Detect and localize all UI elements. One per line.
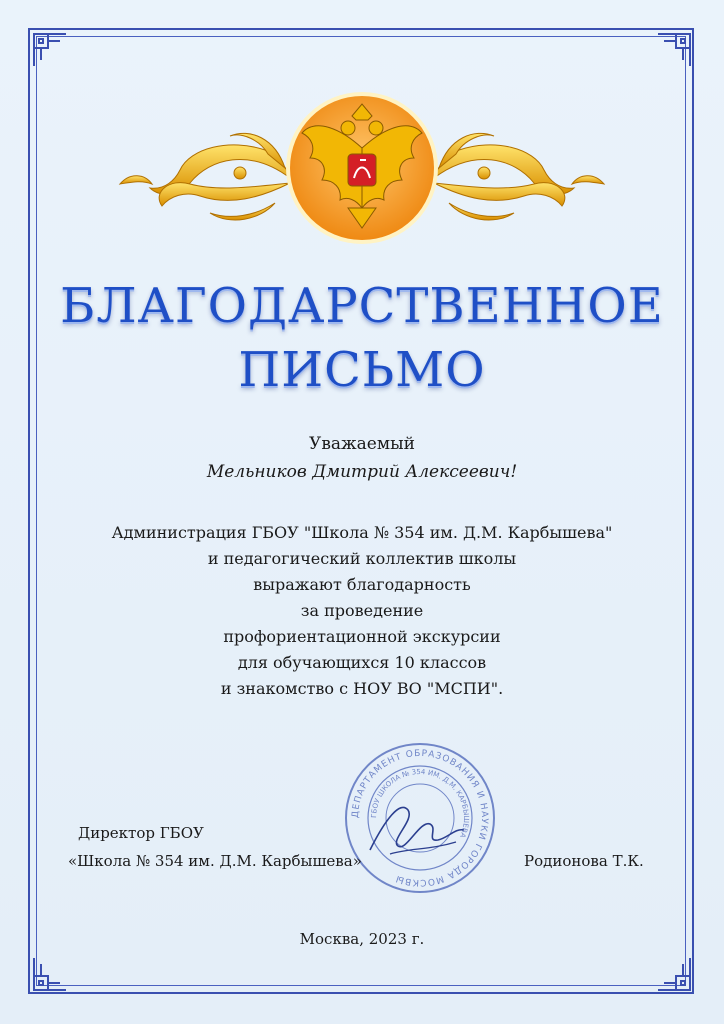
corner-ornament-icon xyxy=(30,954,70,994)
corner-ornament-icon xyxy=(654,954,694,994)
stamp-inner-text: ГБОУ ШКОЛА № 354 ИМ. Д.М. КАРБЫШЕВА xyxy=(369,767,471,839)
document-title-line1: БЛАГОДАРСТВЕННОЕ xyxy=(60,278,664,334)
place-and-date: Москва, 2023 г. xyxy=(299,930,425,948)
body-line: выражают благодарность xyxy=(253,575,471,594)
letter-body xyxy=(40,520,684,702)
signatory-position-line1: Директор ГБОУ xyxy=(78,824,204,842)
body-line: Администрация ГБОУ "Школа № 354 им. Д.М. Карбышева" xyxy=(111,523,613,542)
salutation: Уважаемый xyxy=(309,434,415,454)
russian-coat-of-arms-icon xyxy=(90,88,634,248)
body-line: и педагогический коллектив школы xyxy=(207,549,517,568)
recipient-name: Мельников Дмитрий Алексеевич! xyxy=(206,462,518,482)
signatory-position-line2: «Школа № 354 им. Д.М. Карбышева» xyxy=(68,852,362,870)
document-title-line2: ПИСЬМО xyxy=(238,342,486,398)
corner-ornament-icon xyxy=(654,30,694,70)
handwritten-signature-icon xyxy=(360,780,470,870)
body-line: профориентационной экскурсии xyxy=(223,627,501,646)
corner-ornament-icon xyxy=(30,30,70,70)
stamp-outer-text: ДЕПАРТАМЕНТ ОБРАЗОВАНИЯ И НАУКИ ГОРОДА МОСКВЫ xyxy=(350,748,490,888)
signatory-name: Родионова Т.К. xyxy=(524,852,644,870)
body-line: для обучающихся 10 классов xyxy=(237,653,487,672)
body-line: и знакомство с НОУ ВО "МСПИ". xyxy=(220,679,504,698)
body-line: за проведение xyxy=(300,601,424,620)
